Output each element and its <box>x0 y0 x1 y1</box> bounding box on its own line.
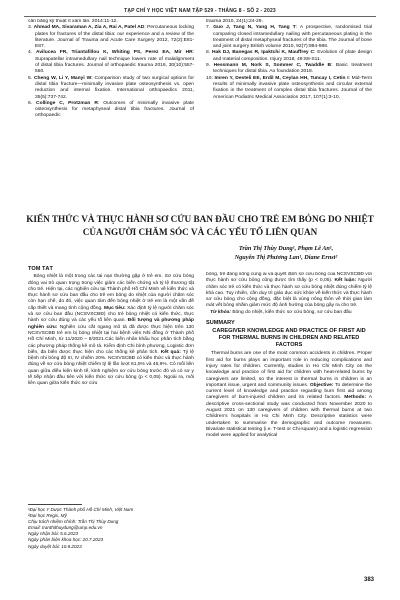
reference-item: trauma 2010, 24(1):24-29. <box>206 19 263 24</box>
references-left-column <box>28 19 194 211</box>
reference-item: 4. Avilucea FR, Triantafillou K, Whiting PS, Perez EA, Mir HR: Suprapatellar intramedullary nail technique lowers rate of malalignment of distal tibia fractures. Journal of orthopaedic trauma 2016, 30(10):557-560. <box>28 50 194 75</box>
article-title: KIẾN THỨC VÀ THỰC HÀNH SƠ CỨU BAN ĐẦU CHO TRẺ EM BỎNG DO NHIỆT CỦA NGƯỜI CHĂM SÓC VÀ CÁC YẾU TỐ LIÊN QUAN <box>26 214 374 237</box>
author-list <box>196 244 376 262</box>
reference-item: 8. Hak DJ, Banegas R, Ipaktchi K, Mauffrey C: Evolution of plate design and material composition. Injury 2018, 49:S8-S11. <box>206 50 372 62</box>
english-title: CAREGIVER KNOWLEDGE AND PRACTICE OF FIRST AID FOR THERMAL BURNS IN CHILDREN AND RELATED FACTORS <box>212 328 366 349</box>
footnotes <box>28 507 194 550</box>
author-line: Trần Thị Thùy Dung¹, Phạm Lê An¹, <box>238 245 334 252</box>
reference-item: 10. Imren Y, Desteli EE, Erdil M, Ceylan HH, Tuncay I, Cetin I: Mid-Term results of minimally invasive plate osteosynthesis and circular external fixation in the treatment of complex distal tibia fractures. Journal of the American Podiatric Medical Association 2017, 107(1):3-10. <box>206 75 372 100</box>
reference-item: 7. Guo J, Tang N, Yang H, Tang T: A prospective, randomised trial comparing closed intramedullary nailing with percutaneous plating in the treatment of distal metaphyseal fractures of the tibia. The Journal of bone and joint surgery British volume 2010, 92(7):984-988. <box>206 25 372 50</box>
footnote-line: Ngày nhận bài: 5.6.2023 <box>28 531 79 537</box>
journal-header: TẠP CHÍ Y HỌC VIỆT NAM TẬP 529 - THÁNG 8 - SỐ 2 - 2023 <box>124 8 276 14</box>
footnote-line: Email: tranthithuydung@ump.edu.vn <box>28 525 103 531</box>
reference-item: 3. Ahmad MA, Sivaraman A, Zia A, Rai A, Patel AD: Percutaneous locking plates for fractures of the distal tibia: our experience and a review of the literature. Journal of Trauma and Acute Care Surgery 2012, 72(2):E81-E87. <box>28 25 194 50</box>
reference-item: 6. Collinge C, Protzman R: Outcomes of minimally invasive plate osteosynthesis for metaphyseal distal tibia fractures. Journal of orthopaedic <box>28 100 194 119</box>
footnote-line: ¹Đại học Y Dược Thành phố Hồ Chí Minh, Việt Nam <box>28 507 134 512</box>
footnote-line: ²Đại học Regis, Mỹ <box>28 513 67 519</box>
footnote-line: Ngày duyệt bài: 10.8.2023 <box>28 543 82 549</box>
footnote-line: Ngày phản biện khoa học: 20.7.2023 <box>28 537 104 543</box>
reference-item: 5. Cheng W, Li Y, Manyi W: Comparison study of two surgical options for distal tibia fracture—minimally invasive plate osteosynthesis vs. open reduction and internal fixation. International orthopaedics 2011, 35(5):737-742. <box>28 75 194 100</box>
abstract-vietnamese <box>28 266 194 498</box>
abstract-continuation: bỏng, trẻ đang sống cùng ai và quyết định sơ cứu bỏng của NCSVSCBĐ với thực hành sơ cứu bỏng cũng được tìm thấy (p < 0,05). Kết luận: Người chăm sóc trẻ có kiến thức và thực hành sơ cứu bỏng nhiệt đúng chiếm tỷ lệ khá cao. Tuy nhiên, cần duy trì giáo dục sức khỏe về kiến thức và thực hành sơ cứu bỏng cho cộng đồng, đặc biệt là vùng nông thôn về thời gian làm mát vết bỏng nhằm giảm mức độ ảnh hưởng của bỏng gây ra cho trẻ. <box>206 272 372 309</box>
summary-paragraph: Thermal burns are one of the most common accidents in children. Proper first aid for burns plays an important role in reducing complications and injury rates for children. Currently, studies in Ho Chi Minh City on the knowledge and practice of first aid for children with heat-related burns by caregivers are limited, so the interest in thermal burns in children is an important issue, urgent and community issues. Objective: To determine the current level of knowledge and practice regarding burn first aid among caregivers of burn-injured children and its related factors. Methods: A descriptive cross-sectional study was conducted from November 2020 to August 2021 on 130 caregivers of children with thermal burns at two Children's hospitals in Ho Chi Minh City. Descriptive statistics were undertaken to summarise the demographic and outcome measures. Bivariate statistical testing (i.e. T-test or Chi-square) and a logistic regression model were applied for analytical <box>206 351 372 439</box>
reference-item: cẳn bằng kỹ thuật ít xâm lấn. 2014:11-12. <box>28 19 118 24</box>
page-number: 383 <box>363 577 374 583</box>
keywords: Từ khóa: Bỏng do nhiệt, kiến thức sơ cứu bỏng, sơ cứu ban đầu <box>210 309 352 315</box>
header-rule <box>24 16 376 17</box>
references-right-column <box>206 19 372 211</box>
reference-item: 9. Hessmann M, Nork S, Sommer C, Twaddle B: Basic treatment techniques for distal tibia. Ao foundation 2018. <box>206 63 372 75</box>
abstract-paragraph: Bỏng nhiệt là một trong các tai nạn thường gặp ở trẻ em. Sơ cứu bỏng đóng vai trò quan trọng trong việc giảm các biến chứng và tỷ lệ thương tật cho trẻ. Hiện tại, các nghiên cứu tại Thành phố Hồ Chí Minh về kiến thức và thực hành sơ cứu ban đầu cho trẻ em bỏng do nhiệt của người chăm sóc còn hạn chế, do đó, việc quan tâm đến bỏng nhiệt ở trẻ em là một vấn đề cấp thiết và mang tính cộng đồng. Mục tiêu: Xác định tỷ lệ người chăm sóc và sơ cứu ban đầu (NCSVSCBĐ) cho trẻ bỏng nhiệt có kiến thức, thực hành sơ cứu đúng và các yếu tố liên quan. Đối tượng và phương pháp nghiên cứu: Nghiên cứu cắt ngang mô tả đã được thực hiện trên 130 NCSVSCBĐ trẻ em bị bỏng nhiệt tại hai bệnh viện Nhi đồng ở Thành phố Hồ Chí Minh, từ 11/2020 – 8/2021.Các biến nhân khẩu học phân tích bằng các phương pháp thống kê mô tả. Kiểm định Chi bình phương, Logistic đơn biến, đa biến được thực hiện cho các thống kê phân tích. Kết quả: Tỷ lệ bệnh nhi bỏng độ III, IV chiếm 20%. NCSVSCBĐ có kiến thức và thực hành đúng về sơ cứu bỏng nhiệt chiếm tỷ lệ lần lượt 61,5% và 46,9%. Có mối liên quan giữa điều kiện kinh tế, kinh nghiệm sơ cứu bỏng trước đó và có sơ y tế tiếp nhận đầu tiên với kiến thức sơ cứu bỏng (p < 0,05). Ngoài ra, mối liên quan giữa kiến thức sơ cứu <box>28 274 194 387</box>
footnote-line: Chịu trách nhiệm chính: Trần Thị Thùy Dung <box>28 519 119 525</box>
abstract-heading: TÓM TẮT <box>28 266 53 272</box>
abstract-continuation-and-summary <box>206 272 372 532</box>
summary-heading: SUMMARY <box>206 320 235 327</box>
author-line: Nguyễn Thị Phương Lan¹, Diane Ernst² <box>234 254 338 261</box>
footnote-rule <box>28 504 82 505</box>
